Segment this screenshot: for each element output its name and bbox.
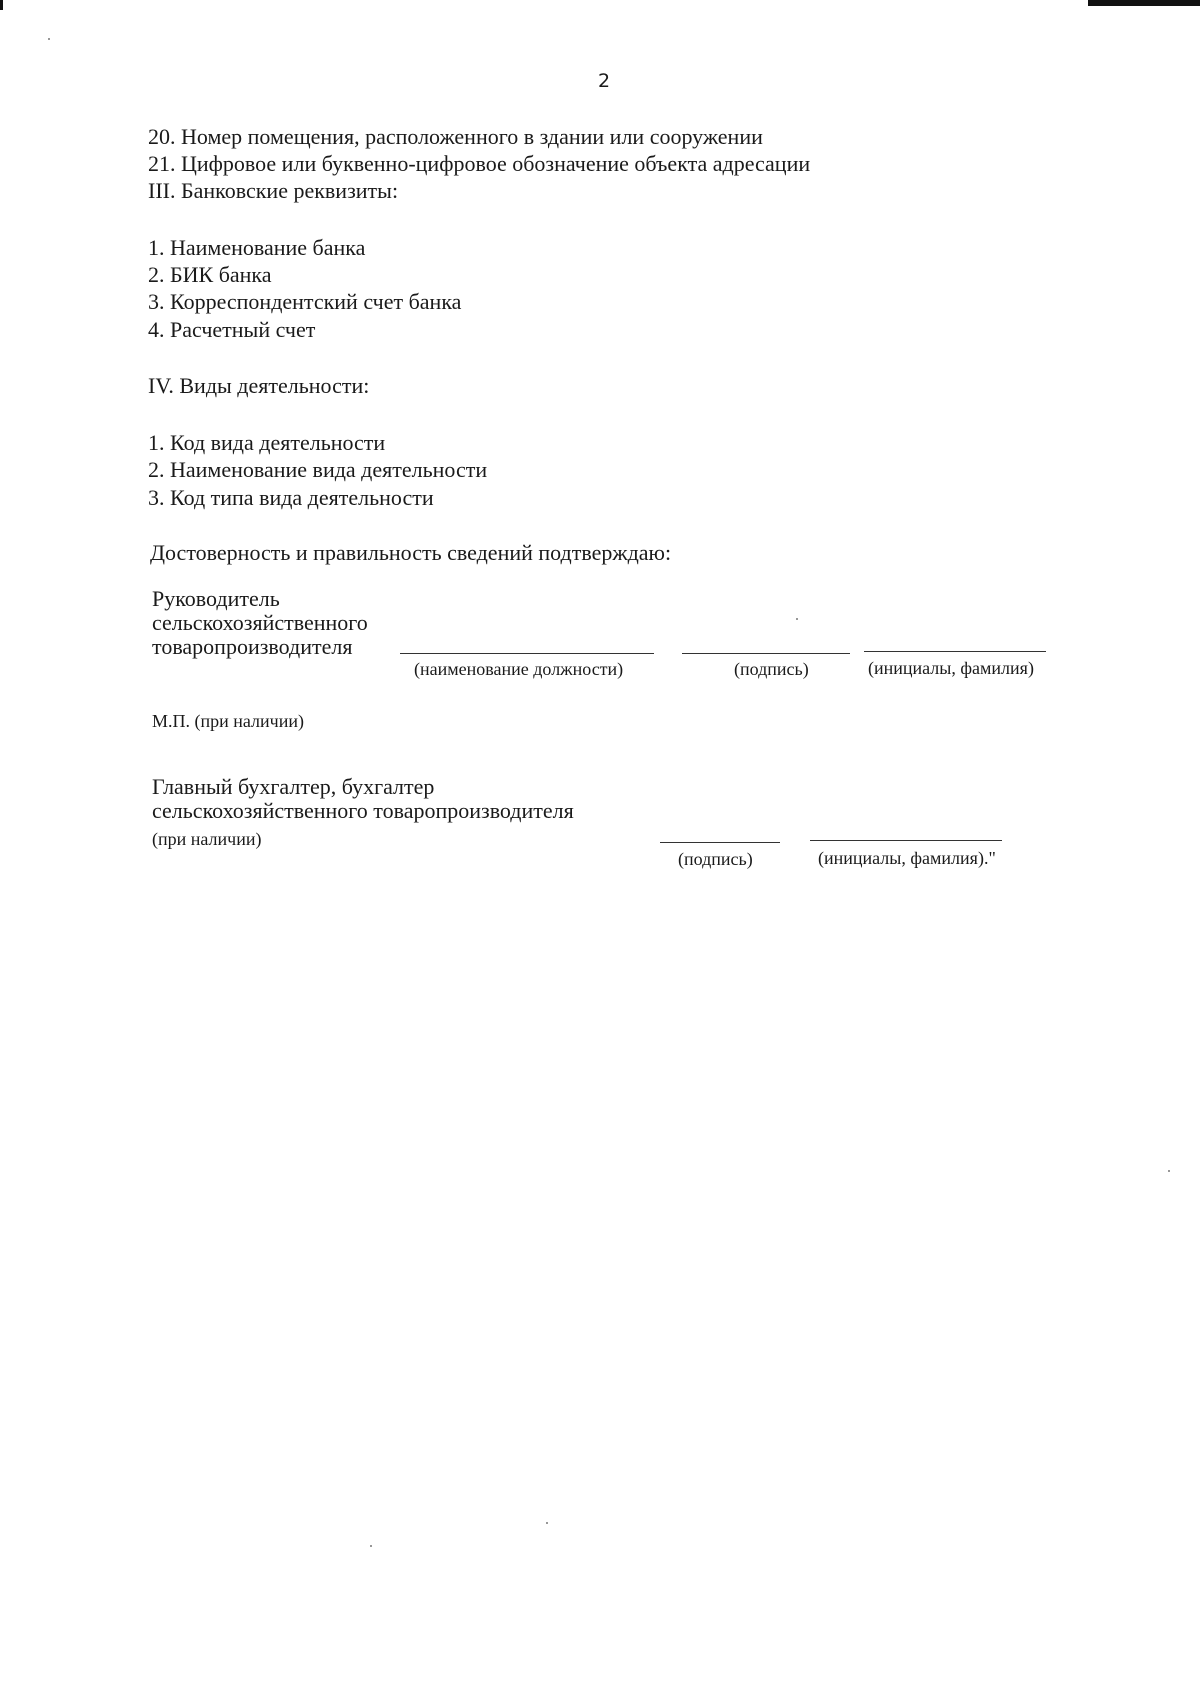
accountant-name-caption: (инициалы, фамилия)." — [818, 848, 996, 868]
position-caption: (наименование должности) — [414, 659, 624, 679]
bank-item: 1. Наименование банка — [148, 235, 366, 260]
activity-item: 1. Код вида деятельности — [148, 430, 386, 455]
accountant-note: (при наличии) — [152, 829, 262, 849]
scan-speck — [1168, 1170, 1170, 1172]
scan-speck — [796, 618, 798, 620]
name-signature-line — [864, 651, 1046, 652]
confirmation-statement: Достоверность и правильность сведений подтверждаю: — [150, 540, 672, 565]
bank-section-heading: III. Банковские реквизиты: — [148, 178, 399, 203]
activity-item: 2. Наименование вида деятельности — [148, 457, 488, 482]
position-signature-line — [400, 653, 654, 654]
address-item-20: 20. Номер помещения, расположенного в здании или сооружении — [148, 124, 763, 149]
activity-item: 3. Код типа вида деятельности — [148, 485, 434, 510]
page-number: 2 — [598, 70, 611, 92]
scan-speck — [370, 1545, 372, 1547]
head-signature-label: Руководитель — [152, 586, 280, 611]
accountant-signature-label: сельскохозяйственного товаропроизводителя — [152, 798, 574, 823]
accountant-signature-line — [660, 842, 780, 843]
scan-speck — [546, 1522, 548, 1524]
stamp-note: М.П. (при наличии) — [152, 711, 304, 731]
bank-item: 3. Корреспондентский счет банка — [148, 289, 462, 314]
scan-speck — [48, 38, 50, 40]
bank-item: 4. Расчетный счет — [148, 317, 316, 342]
accountant-signature-label: Главный бухгалтер, бухгалтер — [152, 774, 435, 799]
signature-caption: (подпись) — [734, 659, 809, 679]
accountant-signature-caption: (подпись) — [678, 849, 753, 869]
head-signature-label: товаропроизводителя — [152, 634, 353, 659]
scan-corner-mark — [1088, 0, 1200, 6]
bank-item: 2. БИК банка — [148, 262, 272, 287]
head-signature-label: сельскохозяйственного — [152, 610, 368, 635]
activity-section-heading: IV. Виды деятельности: — [148, 373, 370, 398]
signature-line — [682, 653, 850, 654]
address-item-21: 21. Цифровое или буквенно-цифровое обозначение объекта адресации — [148, 151, 811, 176]
scan-edge-mark — [0, 0, 3, 10]
name-caption: (инициалы, фамилия) — [868, 658, 1034, 678]
accountant-name-line — [810, 840, 1002, 841]
